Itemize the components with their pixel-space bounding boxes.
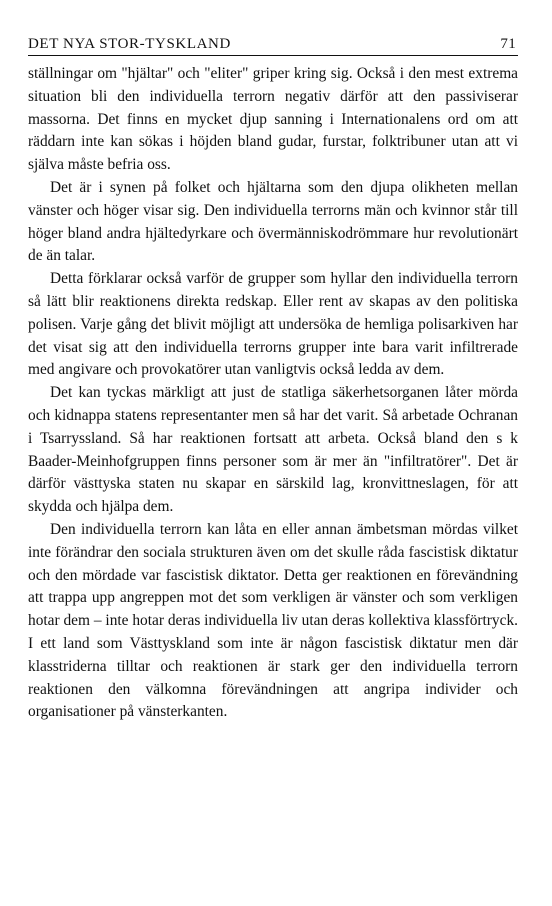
running-title: DET NYA STOR-TYSKLAND: [28, 36, 231, 52]
running-header: [28, 36, 518, 56]
book-page: [28, 36, 518, 724]
paragraph-4: Det kan tyckas märkligt att just de statliga säkerhetsorganen låter mörda och kidnappa statens representanter men så har det varit. Så arbetade Ochranan i Tsarryssland. Så har reaktionen fortsatt att arbeta. Också bland den s k Baader-Meinhofgruppen finns personer som är mer än "infiltratörer". Det är därför västtyska staten nu skapar en särskild lag, kronvittneslagen, för att skydda och hjälpa dem.: [28, 384, 518, 516]
paragraph-2: Det är i synen på folket och hjältarna som den djupa olikheten mellan vänster och höger visar sig. Den individuella terrorns män och kvinnor står till höger bland andra hjältedyrkare och övermänniskodrömmare hur revolutionärt de än talar.: [28, 178, 518, 265]
paragraph-3: Detta förklarar också varför de grupper som hyllar den individuella terrorn så lätt blir reaktionens direkta redskap. Eller rent av skapas av den politiska polisen. Varje gång det blivit möjligt att undersöka de hemliga polisarkiven har det visat sig att den individuella terrorns grupper inte bara varit infiltrerade med angivare och provokatörer utan vanligtvis också ledda av dem.: [28, 270, 518, 379]
paragraph-5: Den individuella terrorn kan låta en eller annan ämbetsman mördas vilket inte förändrar den sociala strukturen även om det skulle råda fascistisk diktatur och den mördade var fascistisk diktator. Detta ger reaktionen en förevändning att trappa upp angreppen mot det som verkligen är vänster och som verkligen hotar dem – inte hotar deras individuella liv utan deras kollektiva klassförtryck. I ett land som Västtyskland som inte är någon fascistisk diktatur men där klasstriderna tilltar och reaktionen är stark ger den individuella terrorn reaktionen den välkomna förevändningen att angripa individer och organisationer på vänsterkanten.: [28, 520, 518, 721]
body-text: [28, 63, 518, 724]
paragraph-1: ställningar om "hjältar" och "eliter" griper kring sig. Också i den mest extrema situation bli den individuella terrorn negativ därför att den passiviserar massorna. Det finns en mycket djup sanning i Internationalens ord om att räddarn inte kan sökas i höjden bland gudar, furstar, folktribuner utan att vi själva måste befria oss.: [28, 65, 518, 174]
page-number: 71: [500, 36, 516, 52]
